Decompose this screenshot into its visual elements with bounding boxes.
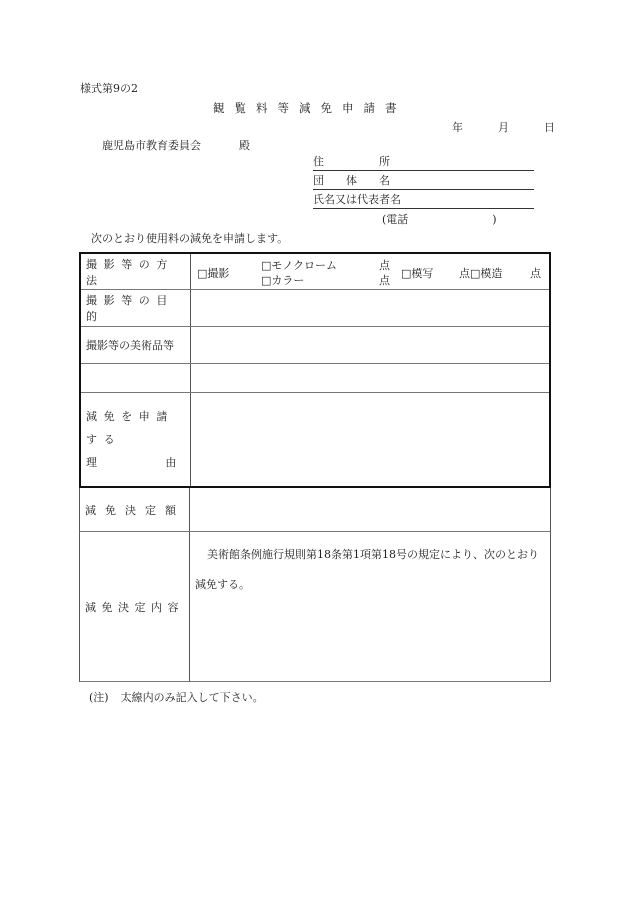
row-exemption-amount — [79, 488, 551, 532]
document-title: 観覧料等減免申請書 — [213, 101, 407, 115]
artwork-input[interactable] — [191, 327, 549, 363]
exemption-amount-value — [190, 488, 550, 531]
representative-name-field[interactable] — [313, 191, 534, 209]
blank-label — [81, 364, 191, 392]
reason-label — [81, 393, 191, 486]
reason-label-line1: 減免を申請する — [86, 410, 174, 446]
row-blank — [81, 364, 549, 393]
checkbox-replica[interactable]: □模造 — [470, 267, 503, 280]
form-id: 様式第9の2 — [80, 82, 138, 95]
exemption-amount-label: 減免決定額 — [80, 488, 190, 531]
footnote — [89, 689, 264, 705]
date-day: 日 — [544, 121, 555, 134]
honorific: 殿 — [239, 139, 250, 152]
phone-label: (電話 — [382, 213, 409, 226]
representative-name-label: 氏名又は代表者名 — [313, 193, 401, 206]
footnote-prefix: (注) — [89, 691, 109, 704]
applicant-section — [79, 252, 551, 488]
date-line — [452, 119, 555, 135]
row-exemption-content — [79, 532, 551, 682]
phone-close: ) — [492, 213, 497, 226]
address-field[interactable] — [313, 153, 534, 171]
intro-text: 次のとおり使用料の減免を申請します。 — [91, 232, 289, 245]
checkbox-copy[interactable]: □模写 — [401, 267, 434, 280]
date-year: 年 — [452, 121, 463, 134]
points-copy: 点 — [459, 267, 470, 280]
phone-field[interactable] — [382, 211, 497, 227]
artwork-label: 撮影等の美術品等 — [81, 327, 191, 363]
row-purpose — [81, 290, 549, 327]
purpose-label: 撮影等の目的 — [81, 290, 191, 326]
date-month: 月 — [498, 121, 509, 134]
address-label: 住 所 — [313, 155, 390, 168]
exemption-content-value — [190, 532, 550, 681]
row-artwork — [81, 327, 549, 364]
purpose-input[interactable] — [191, 290, 549, 326]
application-table — [79, 252, 551, 682]
group-name-field[interactable] — [313, 172, 534, 190]
addressee-name: 鹿児島市教育委員会 — [102, 139, 201, 152]
exemption-content-text: 美術館条例施行規則第18条第1項第18号の規定により、次のとおり 減免する。 — [195, 548, 539, 591]
reason-input[interactable] — [191, 393, 549, 486]
group-name-label: 団 体 名 — [313, 174, 390, 187]
points-color: 点 — [379, 274, 390, 287]
checkbox-color[interactable]: □カラー — [261, 274, 305, 287]
row-method — [81, 254, 549, 290]
reason-label-line2: 理 由 — [86, 456, 183, 469]
method-label: 撮影等の方法 — [81, 254, 191, 289]
row-reason — [81, 393, 549, 486]
points-monochrome: 点 — [379, 259, 390, 272]
blank-input[interactable] — [191, 364, 549, 392]
checkbox-photo[interactable]: □撮影 — [197, 267, 230, 280]
method-options — [191, 254, 549, 289]
checkbox-monochrome[interactable]: □モノクローム — [261, 259, 337, 272]
footnote-text: 太線内のみ記入して下さい。 — [120, 691, 264, 704]
exemption-content-label: 減免決定内容 — [80, 532, 190, 681]
addressee — [102, 137, 250, 153]
points-replica: 点 — [530, 267, 541, 280]
